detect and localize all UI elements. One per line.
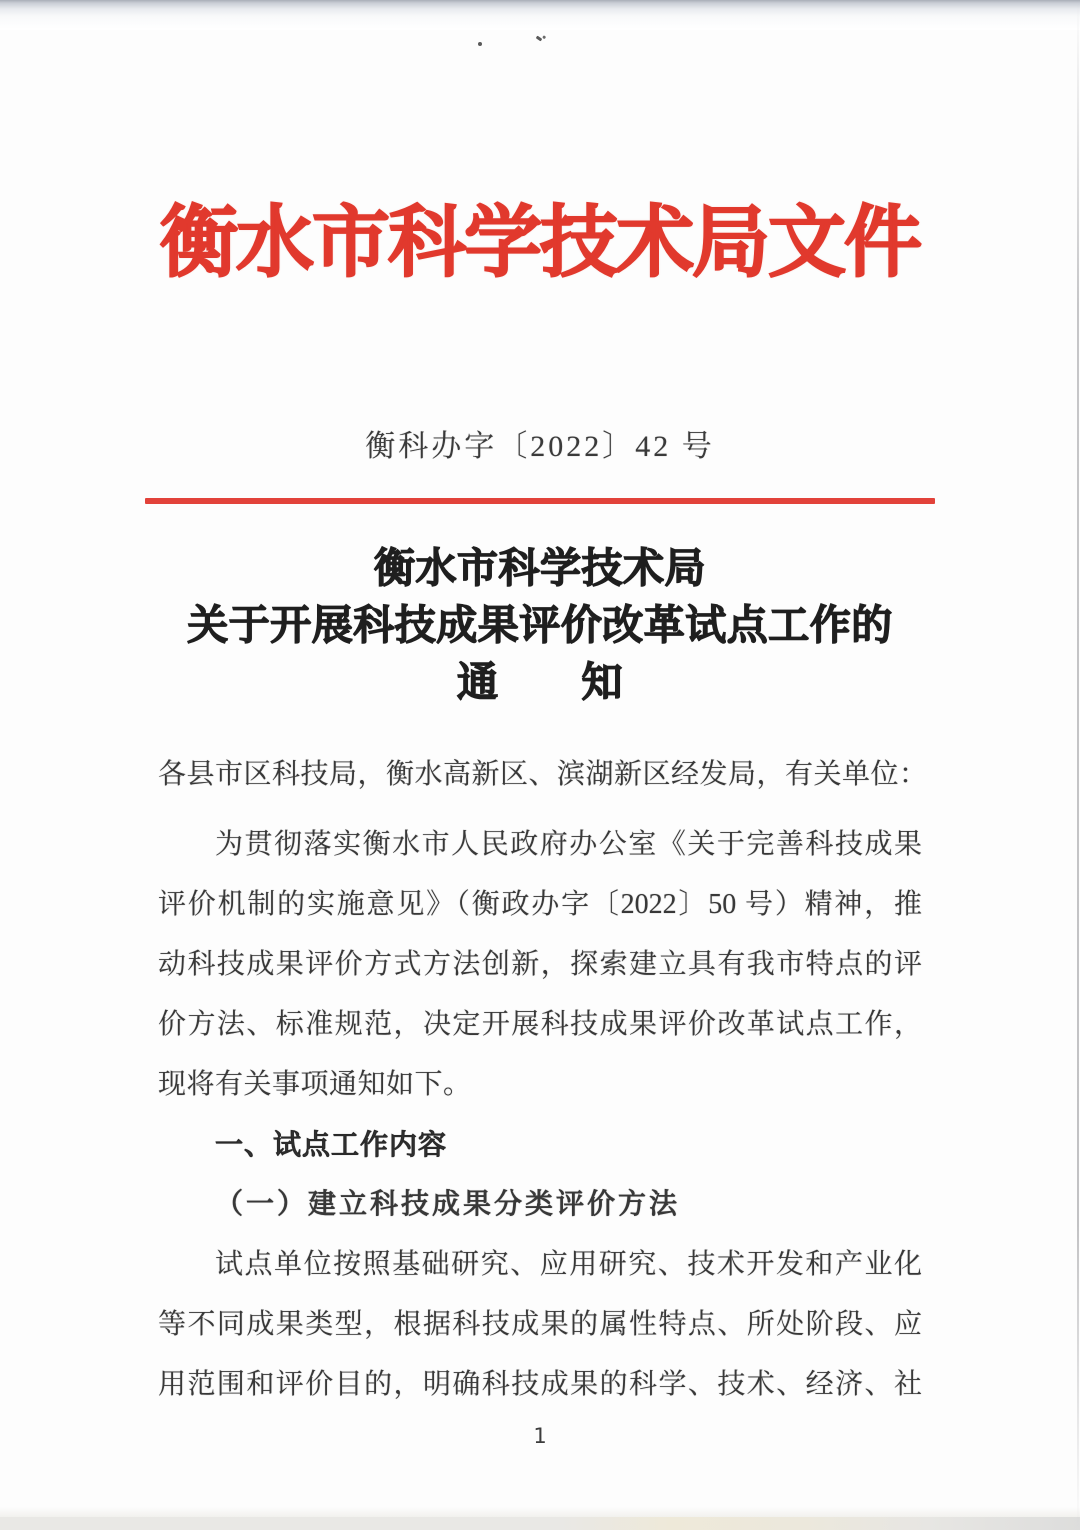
scan-edge-bottom-fade bbox=[0, 1507, 1080, 1517]
body-line: 动科技成果评价方式方法创新，探索建立具有我市特点的评 bbox=[158, 949, 922, 980]
body-line: 评价机制的实施意见》（衡政办字〔2022〕50 号）精神，推 bbox=[158, 889, 922, 920]
body-line: 为贯彻落实衡水市人民政府办公室《关于完善科技成果 bbox=[215, 829, 922, 860]
letterhead-title: 衡水市科学技术局文件 bbox=[159, 199, 920, 286]
section-heading: 一、试点工作内容 bbox=[215, 1129, 448, 1160]
document-number: 衡科办字〔2022〕42 号 bbox=[365, 430, 715, 463]
scan-edge-top bbox=[0, 0, 1080, 30]
document-title bbox=[0, 540, 1080, 711]
title-line-1: 衡水市科学技术局 bbox=[374, 545, 706, 591]
body-line: 现将有关事项通知如下。 bbox=[158, 1069, 472, 1100]
page-number: 1 bbox=[533, 1424, 547, 1448]
body-line: 试点单位按照基础研究、应用研究、技术开发和产业化 bbox=[215, 1249, 922, 1280]
scan-speck bbox=[478, 42, 482, 46]
scan-speck bbox=[536, 36, 543, 42]
sub-heading: （一）建立科技成果分类评价方法 bbox=[215, 1189, 681, 1220]
red-divider-rule bbox=[145, 498, 935, 504]
body-line: 等不同成果类型，根据科技成果的属性特点、所处阶段、应 bbox=[158, 1309, 922, 1340]
document-body bbox=[158, 745, 928, 1415]
salutation-line: 各县市区科技局，衡水高新区、滨湖新区经发局，有关单位： bbox=[158, 759, 928, 790]
title-line-3: 通 知 bbox=[457, 659, 623, 705]
scan-edge-bottom bbox=[0, 1517, 1080, 1530]
title-line-2: 关于开展科技成果评价改革试点工作的 bbox=[187, 602, 893, 648]
body-line: 价方法、标准规范，决定开展科技成果评价改革试点工作， bbox=[158, 1009, 922, 1040]
body-line: 用范围和评价目的，明确科技成果的科学、技术、经济、社 bbox=[158, 1369, 922, 1400]
